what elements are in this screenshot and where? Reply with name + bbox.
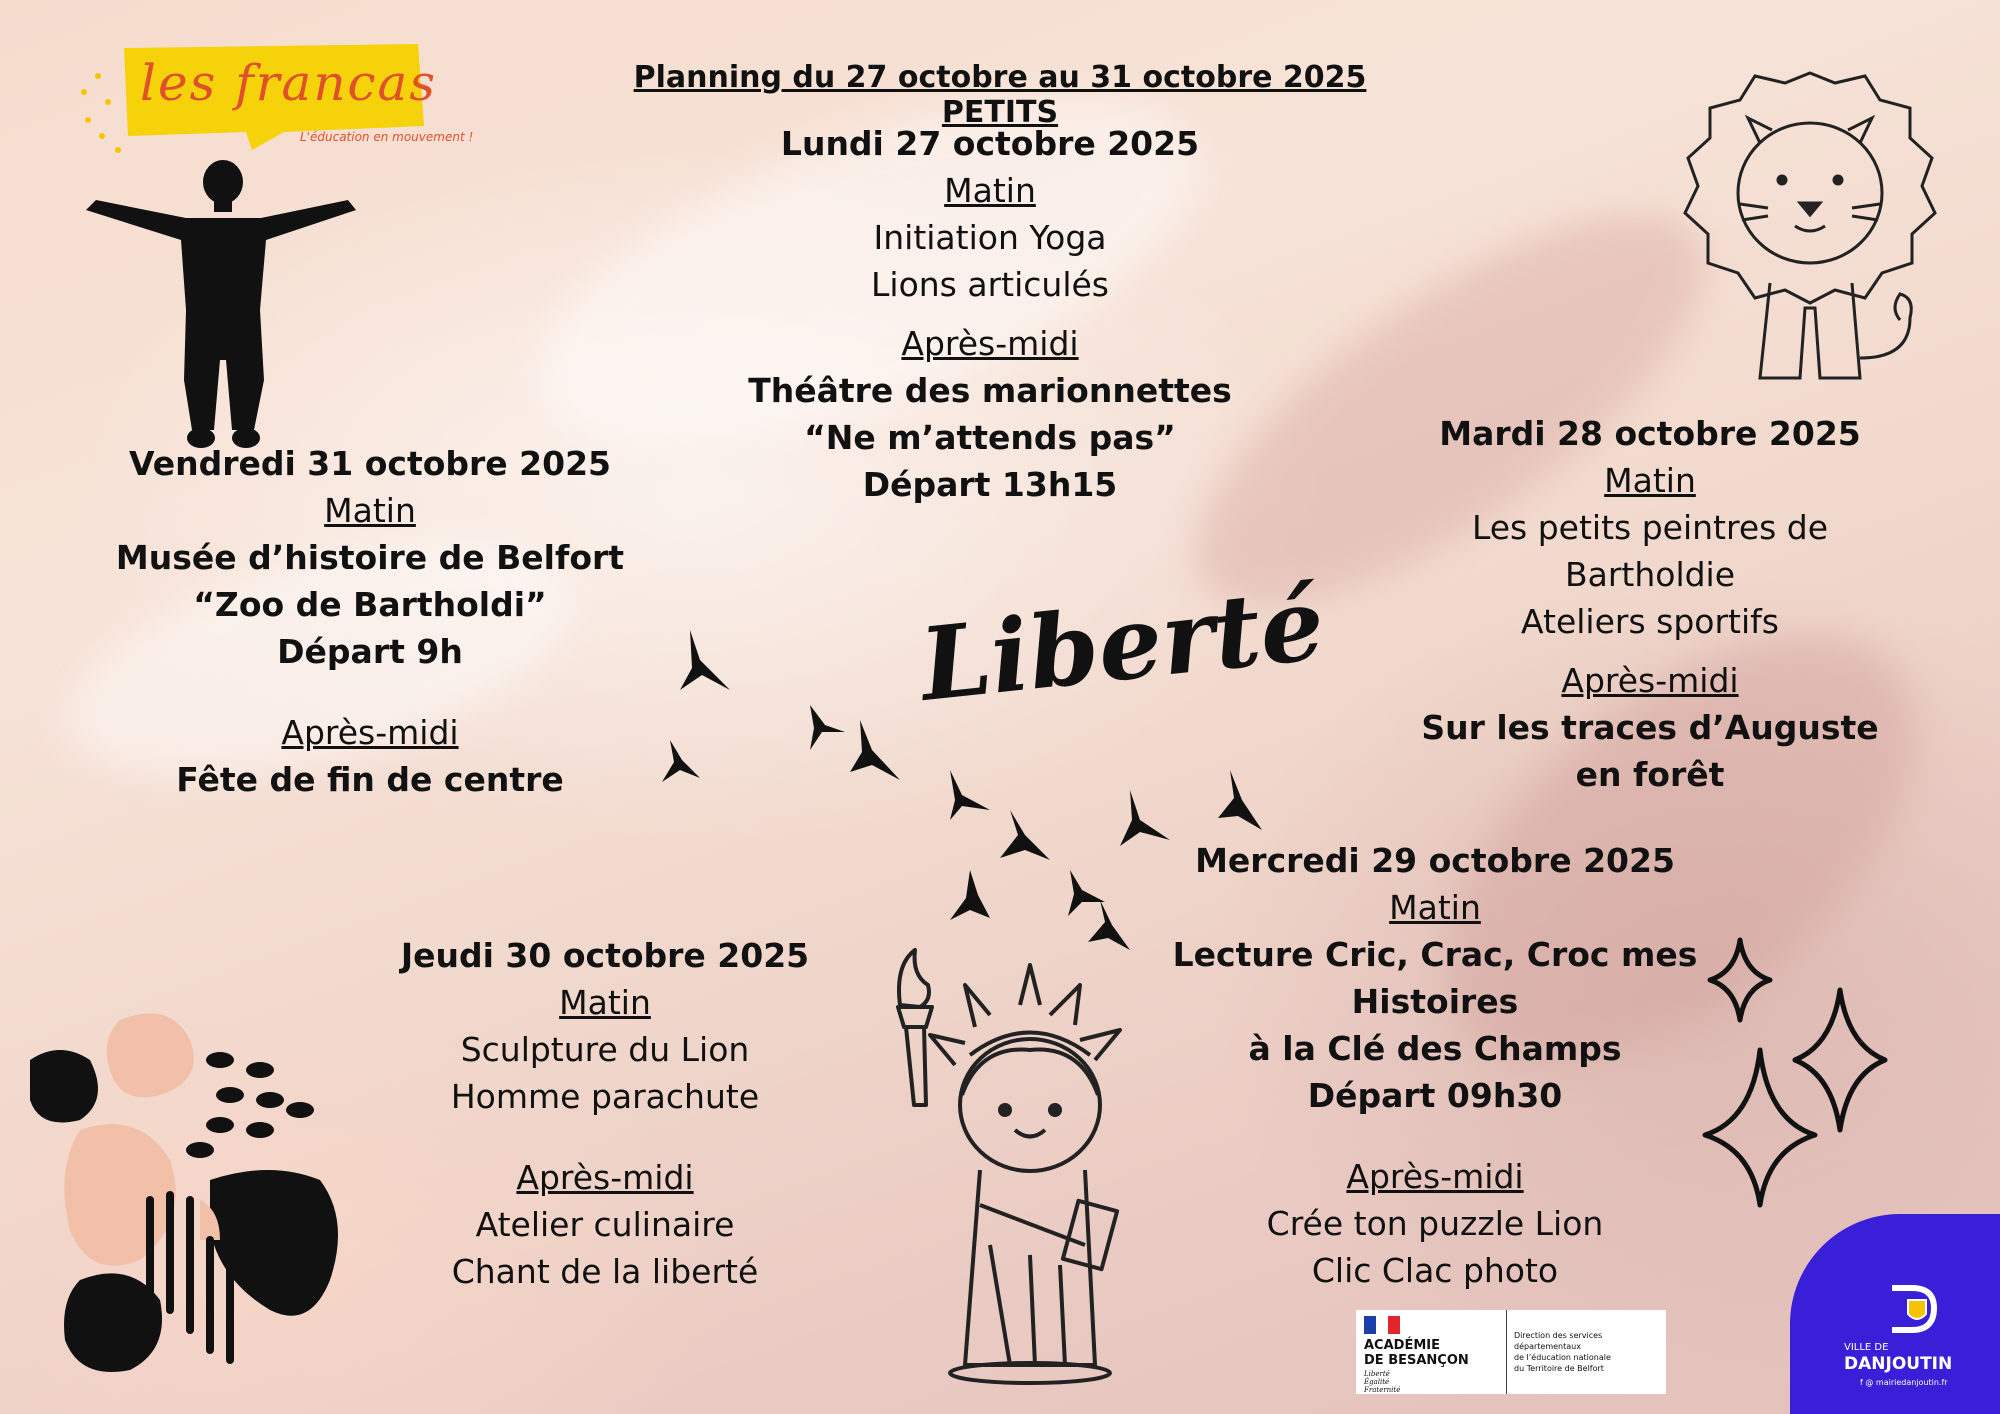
liberty-statue-icon [870,945,1170,1395]
activity: Lecture Cric, Crac, Croc mes [1172,935,1698,974]
direction-line: Direction des services départementaux [1514,1331,1603,1351]
activity: Homme parachute [450,1077,760,1116]
day-title: Vendredi 31 octobre 2025 [128,444,611,483]
day-block-mercredi [1140,837,1730,1294]
slot-label-matin: Matin [324,491,416,530]
activity: Histoires [1351,982,1519,1021]
day-title: Jeudi 30 octobre 2025 [400,936,810,975]
activity: Chant de la liberté [451,1252,759,1291]
day-title: Mardi 28 octobre 2025 [1439,414,1861,453]
activity: Les petits peintres de [1471,508,1829,547]
activity: Ateliers sportifs [1521,602,1779,641]
francas-logo [74,40,494,160]
abstract-shapes-icon [20,1000,360,1390]
slot-label-matin: Matin [944,171,1036,210]
slot-label-apres-midi: Après-midi [1346,1157,1524,1196]
motto-line: Liberté [1364,1370,1390,1378]
activity: Bartholdie [1564,555,1736,594]
logo-tagline: L'éducation en mouvement ! [300,130,474,144]
page-title: Planning du 27 octobre au 31 octobre 2025 PETITS [633,60,1367,130]
activity: Sculpture du Lion [460,1030,750,1069]
sparkle-icon [1680,930,1920,1210]
slot-label-apres-midi: Après-midi [1561,661,1739,700]
academie-logo [1356,1310,1666,1394]
day-block-vendredi [90,440,650,803]
activity: Départ 9h [277,632,463,671]
liberte-title: Liberté [914,564,1330,724]
activity: “Zoo de Bartholdi” [193,585,547,624]
slot-label-matin: Matin [1389,888,1481,927]
slot-label-apres-midi: Après-midi [901,324,1079,363]
activity: Lions articulés [871,265,1109,304]
day-block-mardi [1360,410,1940,798]
day-block-lundi [690,120,1290,508]
lion-drawing-icon [1660,58,1960,408]
danjoutin-badge [1790,1214,2000,1414]
activity: Sur les traces d’Auguste [1421,708,1879,747]
day-block-jeudi [330,932,880,1295]
activity: Clic Clac photo [1311,1251,1559,1290]
activity: à la Clé des Champs [1248,1029,1622,1068]
danjoutin-handle: f @ mairiedanjoutin.fr [1860,1378,1948,1387]
motto-line: Égalité [1364,1378,1390,1386]
slot-label-apres-midi: Après-midi [281,713,459,752]
activity: Départ 09h30 [1307,1076,1563,1115]
direction-line: du Territoire de Belfort [1514,1364,1604,1373]
activity: Musée d’histoire de Belfort [115,538,625,577]
slot-label-apres-midi: Après-midi [516,1158,694,1197]
activity: Fête de fin de centre [176,760,564,799]
direction-line: de l’éducation nationale [1514,1353,1611,1362]
activity: “Ne m’attends pas” [804,418,1176,457]
activity: Crée ton puzzle Lion [1266,1204,1604,1243]
slot-label-matin: Matin [1604,461,1696,500]
slot-label-matin: Matin [559,983,651,1022]
academie-line1: ACADÉMIE [1364,1338,1440,1353]
activity: en forêt [1575,755,1725,794]
activity: Théâtre des marionnettes [748,371,1232,410]
motto-line: Fraternité [1364,1386,1401,1394]
activity: Atelier culinaire [475,1205,735,1244]
logo-name: les francas [140,54,438,112]
academie-line2: DE BESANÇON [1364,1353,1469,1368]
danjoutin-emblem-icon [1882,1278,1942,1338]
danjoutin-name: DANJOUTIN [1844,1354,1953,1374]
activity: Initiation Yoga [873,218,1107,257]
danjoutin-ville: VILLE DE [1844,1342,1889,1353]
child-silhouette-icon [86,160,356,450]
day-title: Mercredi 29 octobre 2025 [1195,841,1675,880]
day-title: Lundi 27 octobre 2025 [780,124,1200,163]
activity: Départ 13h15 [862,465,1118,504]
french-flag-icon [1364,1316,1400,1334]
